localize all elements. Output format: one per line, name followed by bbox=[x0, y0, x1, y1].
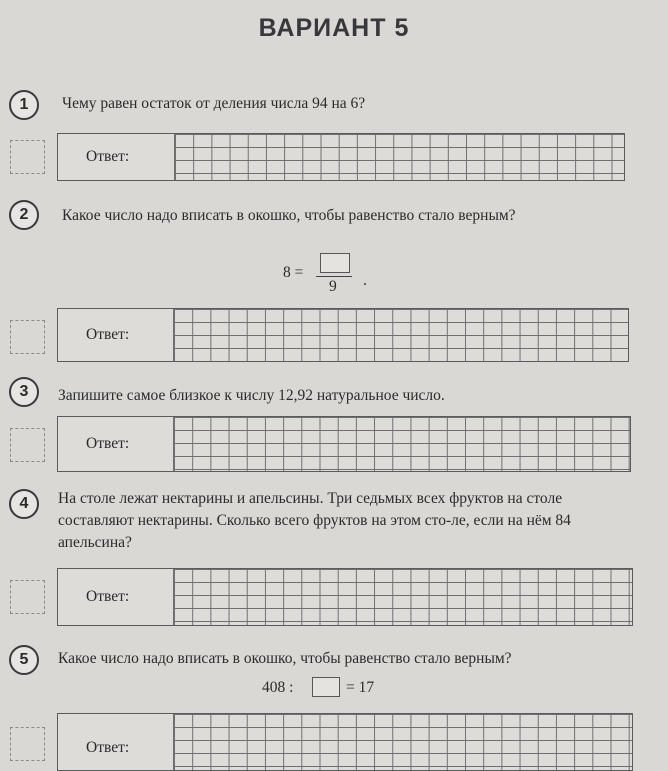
score-box bbox=[10, 727, 45, 761]
answer-field[interactable] bbox=[57, 416, 631, 472]
score-box bbox=[10, 320, 45, 354]
formula-denominator: 9 bbox=[329, 278, 337, 295]
answer-label: Ответ: bbox=[86, 326, 130, 343]
question-text: Какое число надо вписать в окошко, чтобы равенство стало верным? bbox=[58, 650, 512, 667]
task-number: 3 bbox=[9, 377, 39, 407]
task-number: 2 bbox=[9, 200, 39, 230]
answer-label: Ответ: bbox=[86, 739, 130, 756]
answer-grid[interactable] bbox=[174, 134, 624, 180]
answer-box bbox=[320, 253, 350, 273]
task-number: 5 bbox=[9, 645, 39, 675]
question-text: На столе лежат нектарины и апельсины. Три седьмых всех фруктов на столе составляют нектарины. Сколько всего фруктов на этом сто-ле, если на нём 84 апельсина? bbox=[58, 490, 571, 551]
formula-right: = 17 bbox=[346, 679, 375, 696]
answer-grid[interactable] bbox=[173, 714, 632, 770]
question-text: Чему равен остаток от деления числа 94 на 6? bbox=[62, 95, 366, 112]
answer-grid[interactable] bbox=[173, 569, 632, 625]
answer-field[interactable] bbox=[57, 133, 625, 181]
score-box bbox=[10, 580, 45, 614]
answer-label: Ответ: bbox=[86, 588, 130, 605]
answer-label: Ответ: bbox=[86, 148, 130, 165]
answer-grid[interactable] bbox=[173, 417, 630, 471]
answer-box bbox=[312, 677, 340, 697]
page-title: ВАРИАНТ 5 bbox=[258, 14, 410, 42]
answer-label: Ответ: bbox=[86, 435, 130, 452]
fraction-bar bbox=[316, 276, 352, 277]
task-number: 1 bbox=[9, 90, 39, 120]
task-number: 4 bbox=[9, 489, 39, 519]
score-box bbox=[10, 428, 45, 462]
question-text: Какое число надо вписать в окошко, чтобы равенство стало верным? bbox=[62, 207, 516, 224]
formula-left: 408 : bbox=[262, 679, 294, 696]
answer-field[interactable] bbox=[57, 308, 629, 362]
score-box bbox=[10, 140, 45, 174]
question-text: Запишите самое близкое к числу 12,92 натуральное число. bbox=[58, 387, 445, 404]
answer-field[interactable] bbox=[57, 713, 633, 771]
answer-grid[interactable] bbox=[173, 309, 628, 361]
answer-field[interactable] bbox=[57, 568, 633, 626]
formula-tail: . bbox=[363, 272, 367, 289]
formula-left: 8 = bbox=[283, 264, 304, 281]
